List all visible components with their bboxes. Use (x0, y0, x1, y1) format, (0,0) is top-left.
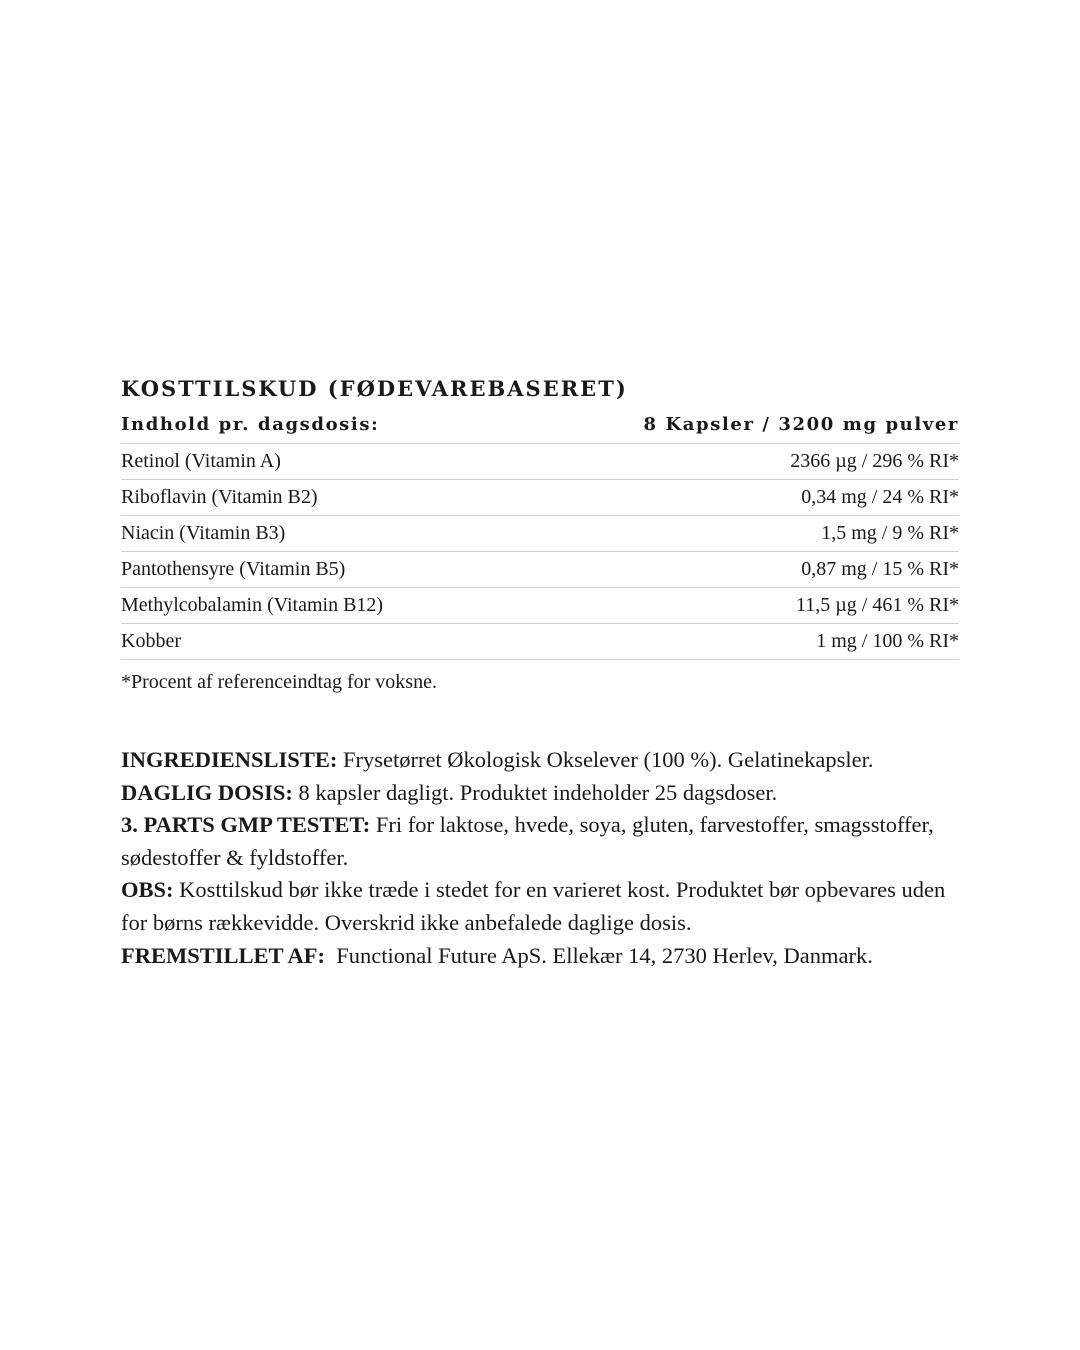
ingredients-paragraph (121, 744, 959, 777)
tested-paragraph (121, 809, 959, 874)
maker-text: Functional Future ApS. Ellekær 14, 2730 Herlev, Danmark. (325, 942, 873, 968)
table-row (121, 480, 959, 516)
table-row (121, 624, 959, 660)
nutrient-value: 0,87 mg / 15 % RI* (801, 558, 959, 580)
maker-paragraph (121, 940, 959, 973)
table-row (121, 588, 959, 624)
header-content-label: Indhold pr. dagsdosis: (121, 414, 380, 435)
nutrient-value: 1,5 mg / 9 % RI* (821, 522, 959, 544)
tested-label: 3. PARTS GMP TESTET: (121, 812, 371, 838)
ingredients-label: INGREDIENSLISTE: (121, 747, 338, 772)
nutrient-value: 0,34 mg / 24 % RI* (801, 486, 959, 508)
nutrient-name: Retinol (Vitamin A) (121, 450, 281, 472)
nutrition-table (121, 406, 959, 660)
nutrient-value: 2366 µg / 296 % RI* (790, 450, 959, 472)
reference-footnote: *Procent af referenceindtag for voksne. (121, 671, 437, 693)
dose-text: 8 kapsler dagligt. Produktet indeholder 25 dagsdoser. (292, 779, 778, 805)
obs-label: OBS: (121, 877, 174, 903)
label-title: KOSTTILSKUD (FØDEVAREBASERET) (121, 376, 628, 401)
header-dose-label: 8 Kapsler / 3200 mg pulver (643, 414, 959, 435)
table-row (121, 444, 959, 480)
tested-text: Fri for laktose, hvede, soya, gluten, farvestoffer, smagsstoffer, sødestoffer & fyldstoffer. (121, 812, 934, 870)
supplement-label (121, 372, 959, 972)
obs-paragraph (121, 874, 959, 939)
table-row (121, 516, 959, 552)
dose-label: DAGLIG DOSIS: (121, 779, 293, 805)
obs-text: Kosttilskud bør ikke træde i stedet for en varieret kost. Produktet bør opbevares uden for børns rækkevidde. Overskrid ikke anbefalede daglige dosis. (121, 877, 946, 935)
nutrient-name: Kobber (121, 630, 181, 652)
nutrient-value: 11,5 µg / 461 % RI* (796, 594, 959, 616)
nutrient-value: 1 mg / 100 % RI* (816, 630, 959, 652)
nutrient-name: Riboflavin (Vitamin B2) (121, 486, 318, 508)
nutrient-name: Niacin (Vitamin B3) (121, 522, 286, 544)
table-row (121, 552, 959, 588)
nutrient-name: Methylcobalamin (Vitamin B12) (121, 594, 384, 616)
maker-label: FREMSTILLET AF: (121, 942, 326, 968)
table-header-row (121, 406, 959, 444)
ingredients-text: Frysetørret Økologisk Okselever (100 %). Gelatinekapsler. (337, 747, 874, 772)
dose-paragraph (121, 777, 959, 810)
product-info (121, 744, 959, 972)
nutrient-name: Pantothensyre (Vitamin B5) (121, 558, 346, 580)
